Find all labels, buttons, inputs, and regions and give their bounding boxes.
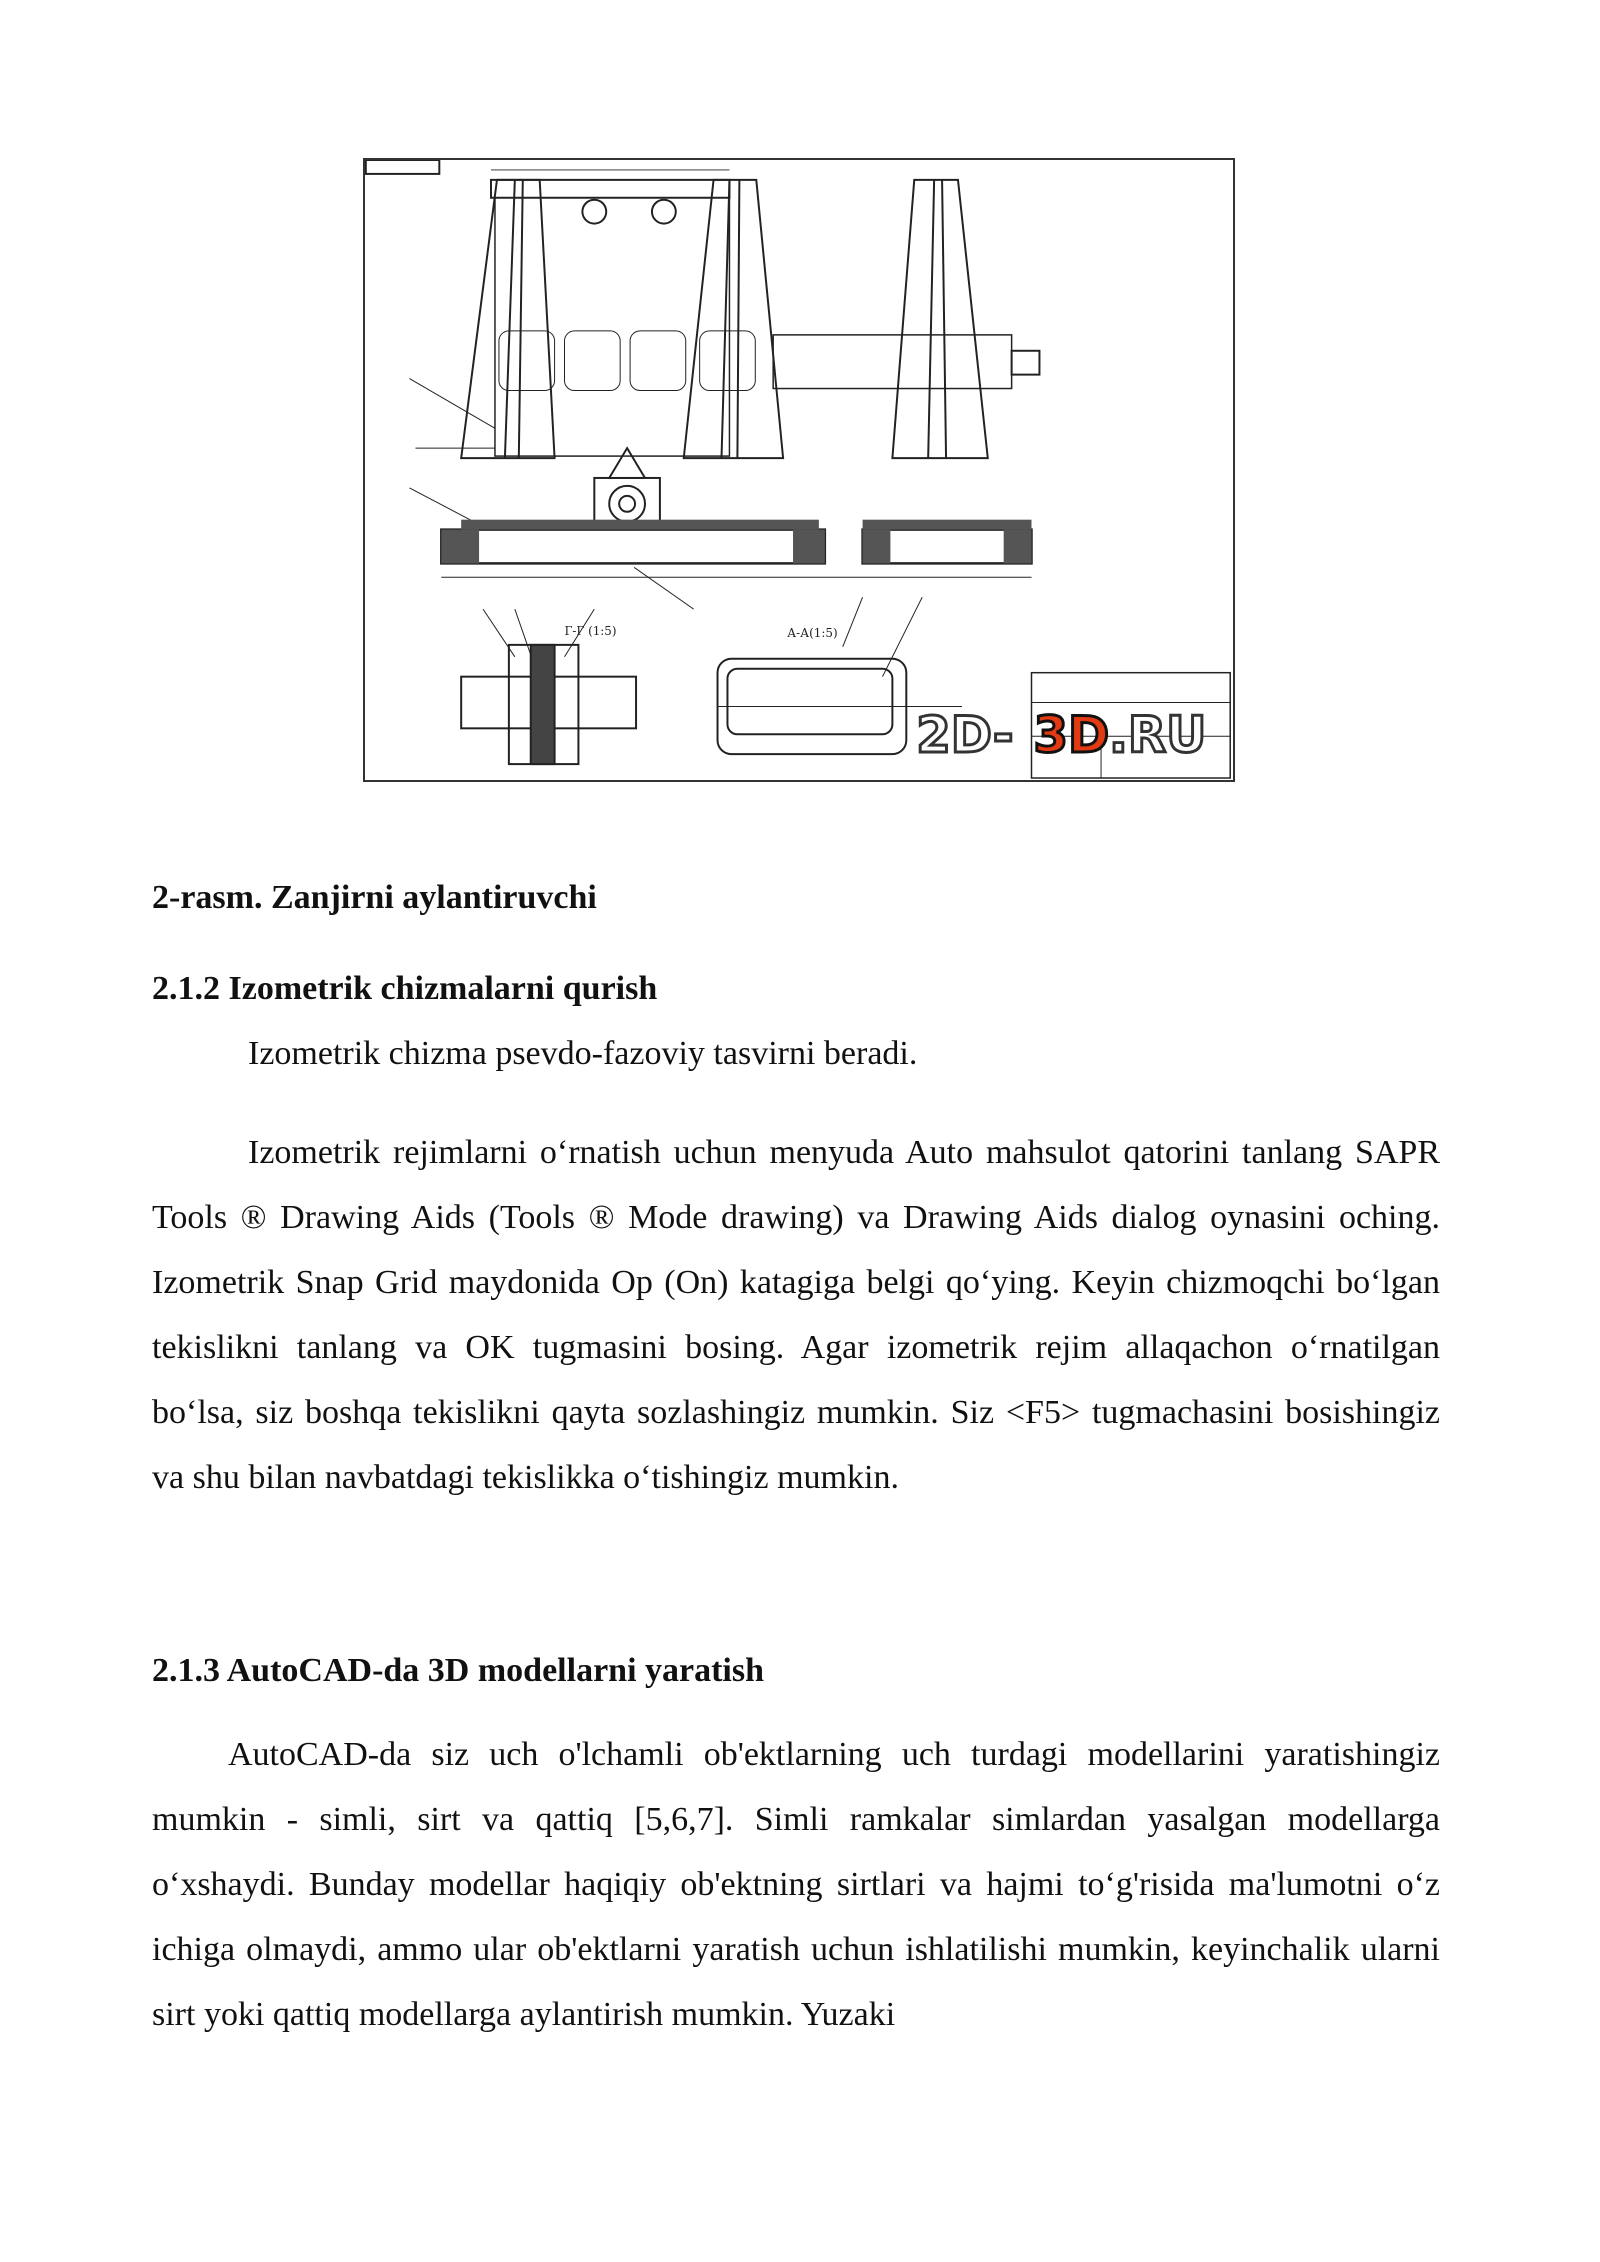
watermark-part-ru: .RU [1109, 706, 1207, 765]
section-paragraph-isometric: Izometrik rejimlarni oʻrnatish uchun menyuda Auto mahsulot qatorini tanlang SAPR Tools ® Drawing Aids (Tools ® Mode drawing) va Drawing Aids dialog oynasini oching. Izometrik Snap Grid maydonida Op (On) katagiga belgi qoʻying. Keyin chizmoqchi boʻlgan tekislikni tanlang va OK tugmasini bosing. Agar izometrik rejim allaqachon oʻrnatilgan boʻlsa, siz boshqa tekislikni qayta sozlashingiz mumkin. Siz <F5> tugmachasini bosishingiz va shu bilan navbatdagi tekislikka oʻtishingiz mumkin. [152, 1134, 1440, 1496]
section-paragraph-3d-models: AutoCAD-da siz uch o'lchamli ob'ektlarning uch turdagi modellarini yaratishingiz mumkin - simli, sirt va qattiq [5,6,7]. Simli ramkalar simlardan yasalgan modellarga oʻxshaydi. Bunday modellar haqiqiy ob'ektning sirtlari va hajmi toʻg'risida ma'lumotni oʻz ichiga olmaydi, ammo ular ob'ektlarni yaratish uchun ishlatilishi mumkin, keyinchalik ularni sirt yoki qattiq modellarga aylantirish mumkin. Yuzaki [152, 1736, 1440, 2033]
technical-drawing [365, 160, 1233, 780]
section-label-aa: А-А(1:5) [787, 625, 838, 640]
section-heading-2-1-2: 2.1.2 Izometrik chizmalarni qurish [152, 970, 658, 1007]
section-label-gg: Г-Г (1:5) [564, 623, 617, 638]
figure-caption: 2-rasm. Zanjirni aylantiruvchi [152, 879, 597, 916]
section-lead-paragraph: Izometrik chizma psevdo-fazoviy tasvirni beradi. [248, 1035, 918, 1072]
section-heading-2-1-3: 2.1.3 AutoCAD-da 3D modellarni yaratish [152, 1652, 765, 1689]
watermark-part-3d: 3D [1033, 706, 1110, 765]
watermark-logo [916, 706, 1206, 764]
technical-drawing-figure [363, 158, 1235, 782]
watermark-part-2d: 2D- [916, 706, 1014, 765]
